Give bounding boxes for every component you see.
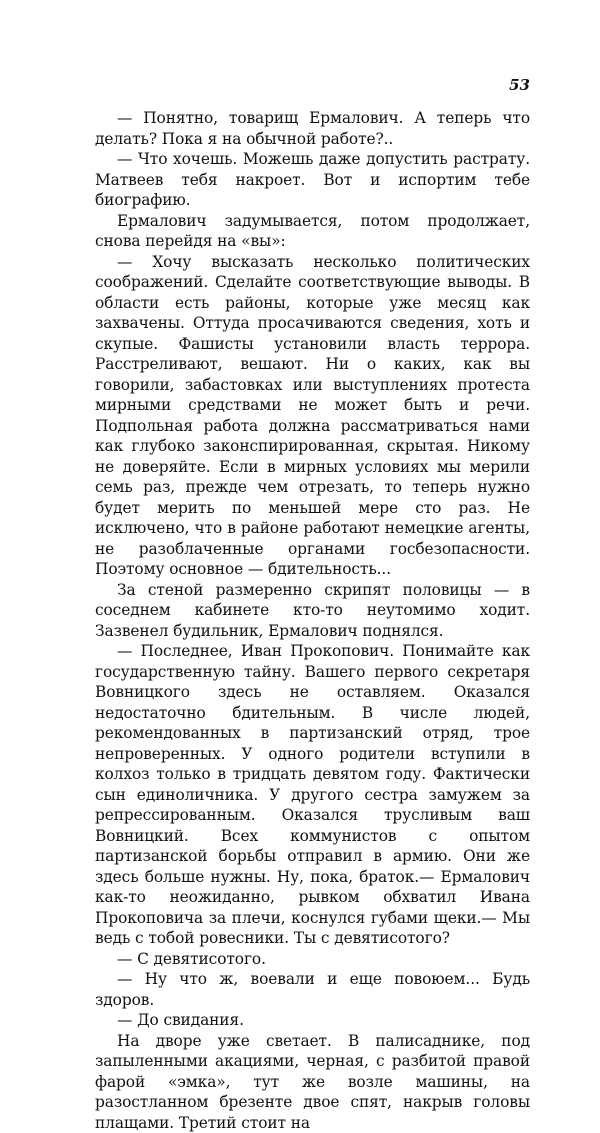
paragraph: — До свидания. — [95, 1010, 530, 1031]
paragraph: За стеной размеренно скрипят половицы — в соседнем кабинете кто-то неутомимо ходит. Зазвенел будильник, Ермалович поднялся. — [95, 580, 530, 642]
paragraph: — Хочу высказать несколько политических соображений. Сделайте соответствующие выводы. В области есть районы, которые уже месяц как захвачены. Оттуда просачиваются сведения, хоть и скупые. Фашисты установили власть террора. Расстреливают, вешают. Ни о каких, как вы говорили, забастовках или выступлениях протеста мирными средствами не может быть и речи. Подпольная работа должна рассматриваться нами как глубоко законспирированная, скрытая. Никому не доверяйте. Если в мирных условиях мы мерили семь раз, прежде чем отрезать, то теперь нужно будет мерить по меньшей мере сто раз. Не исключено, что в районе работают немецкие агенты, не разоблаченные органами госбезопасности. Поэтому основное — бдительность... — [95, 252, 530, 580]
paragraph: — Понятно, товарищ Ермалович. А теперь что делать? Пока я на обычной работе?.. — [95, 108, 530, 149]
paragraph: — С девятисотого. — [95, 949, 530, 970]
page-number: 53 — [509, 76, 530, 94]
body-text — [95, 108, 530, 1133]
paragraph: — Что хочешь. Можешь даже допустить растрату. Матвеев тебя накроет. Вот и испортим тебе биографию. — [95, 149, 530, 211]
paragraph: Ермалович задумывается, потом продолжает, снова перейдя на «вы»: — [95, 211, 530, 252]
paragraph: — Последнее, Иван Прокопович. Понимайте как государственную тайну. Вашего первого секретаря Вовницкого здесь не оставляем. Оказался недостаточно бдительным. В числе людей, рекомендованных в партизанский отряд, трое непроверенных. У одного родители вступили в колхоз только в тридцать девятом году. Фактически сын единоличника. У другого сестра замужем за репрессированным. Оказался трусливым ваш Вовницкий. Всех коммунистов с опытом партизанской борьбы отправил в армию. Они же здесь больше нужны. Ну, пока, браток.— Ермалович как-то неожиданно, рывком обхватил Ивана Прокоповича за плечи, коснулся губами щеки.— Мы ведь с тобой ровесники. Ты с девятисотого? — [95, 641, 530, 949]
paragraph: На дворе уже светает. В палисаднике, под запыленными акациями, черная, с разбитой правой фарой «эмка», тут же возле машины, на разостланном брезенте двое спят, накрыв головы плащами. Третий стоит на — [95, 1031, 530, 1133]
paragraph: — Ну что ж, воевали и еще повоюем... Будь здоров. — [95, 969, 530, 1010]
